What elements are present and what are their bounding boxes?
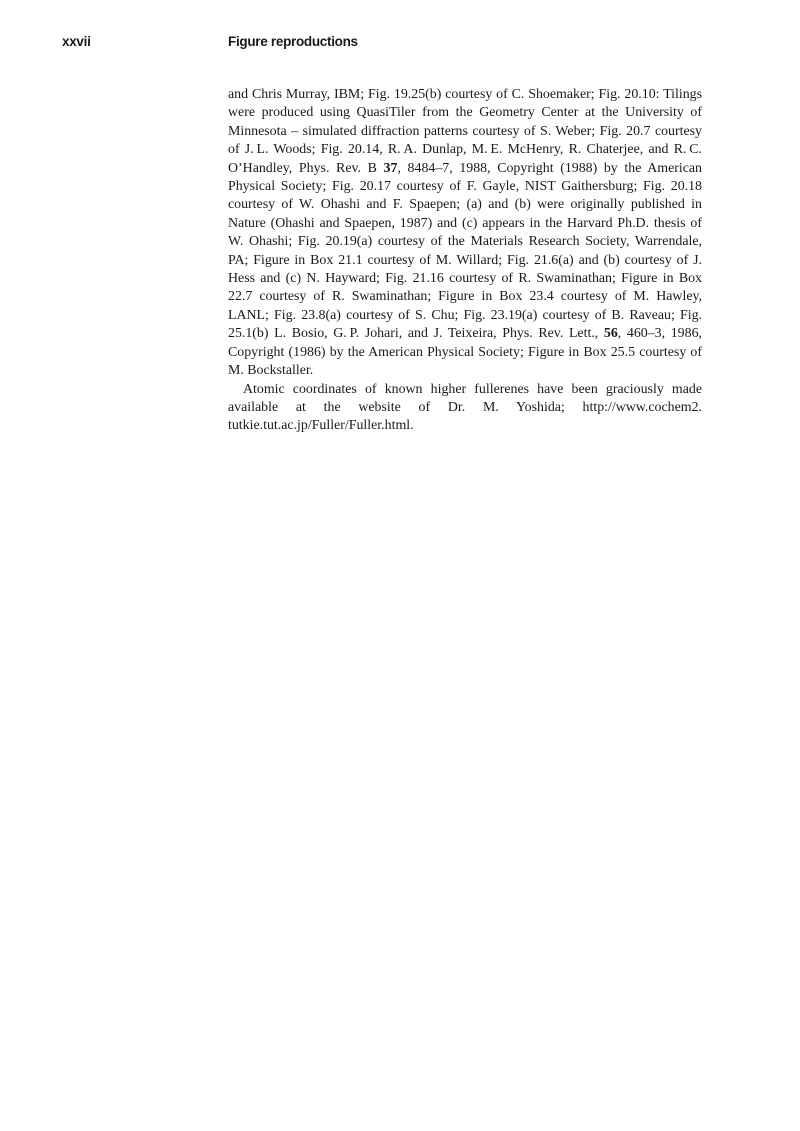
- running-title: Figure reproductions: [228, 34, 358, 49]
- volume-number: 56: [603, 326, 618, 342]
- volume-number: 37: [383, 160, 398, 176]
- page-header: [62, 34, 742, 54]
- body-text: [228, 86, 702, 436]
- credits-part-3: , 460–3, 1986, Copyright (1986) by the American Physical Society; Figure in Box 25.5 courtesy of M. Bockstaller.: [228, 326, 702, 379]
- credits-part-1: and Chris Murray, IBM; Fig. 19.25(b) courtesy of C. Shoemaker; Fig. 20.10: Tilings were produced using QuasiTiler from the Geometry Center at the University of Minnesota – simulated diffraction patterns courtesy of S. Weber; Fig. 20.7 courtesy of J. L. Woods; Fig. 20.14, R. A. Dunlap, M. E. McHenry, R. Chaterjee, and R. C. O’Handley, Phys. Rev. B: [228, 87, 702, 176]
- credits-part-2: , 8484–7, 1988, Copyright (1988) by the American Physical Society; Fig. 20.17 courtesy of F. Gayle, NIST Gaithersburg; Fig. 20.18 courtesy of W. Ohashi and F. Spaepen; (a) and (b) were originally published in Nature (Ohashi and Spaepen, 1987) and (c) appears in the Harvard Ph.D. thesis of W. Ohashi; Fig. 20.19(a) courtesy of the Materials Research Society, Warrendale, PA; Figure in Box 21.1 courtesy of M. Willard; Fig. 21.6(a) and (b) courtesy of J. Hess and (c) N. Hayward; Fig. 21.16 courtesy of R. Swaminathan; Figure in Box 22.7 courtesy of R. Swaminathan; Figure in Box 23.4 courtesy of M. Hawley, LANL; Fig. 23.8(a) courtesy of S. Chu; Fig. 23.19(a) courtesy of B. Raveau; Fig. 25.1(b) L. Bosio, G. P. Johari, and J. Teixeira, Phys. Rev. Lett.,: [228, 160, 702, 342]
- paragraph-figure-credits: [228, 86, 702, 381]
- page-number: xxvii: [62, 34, 91, 49]
- paragraph-atomic-coordinates: Atomic coordinates of known higher fullerenes have been graciously made available at the website of Dr. M. Yoshida; http://www.cochem2.​tutkie.tut.ac.jp/Fuller/Fuller.html.: [228, 381, 702, 434]
